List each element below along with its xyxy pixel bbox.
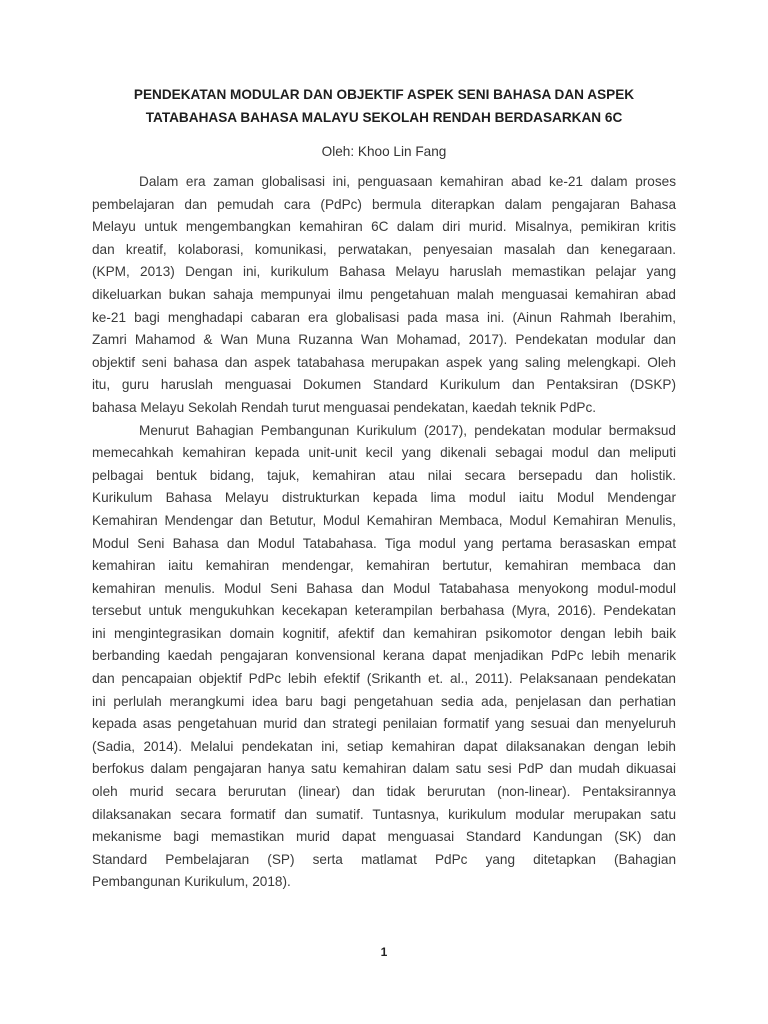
paragraph-1 [92,171,676,420]
paragraph-line: dikeluarkan bukan sahaja mempunyai ilmu pengetahuan malah menguasai kemahiran abad [92,286,676,302]
paragraph-line: berbanding kaedah pengajaran konvensional kerana dapat menjadikan PdPc lebih menarik [92,648,676,664]
paragraph-line: Pembangunan Kurikulum, 2018). [92,874,291,890]
document-title [90,83,678,128]
paragraph-line: memecahkah kemahiran kepada unit-unit kecil yang dikenali sebagai modul dan meliputi [92,445,676,461]
paragraph-line: mekanisme bagi memastikan murid dapat menguasai Standard Kandungan (SK) dan [92,829,676,845]
paragraph-line: (KPM, 2013) Dengan ini, kurikulum Bahasa Melayu haruslah memastikan pelajar yang [92,264,676,280]
paragraph-line: Modul Seni Bahasa dan Modul Tatabahasa. Tiga modul yang pertama berasaskan empat [92,535,676,551]
paragraph-line: dan kreatif, kolaborasi, komunikasi, perwatakan, penyesaian masalah dan kenegaraan. [92,241,676,257]
paragraph-line: kemahiran menulis. Modul Seni Bahasa dan Modul Tatabahasa menyokong modul-modul [92,580,676,596]
paragraph-line: Standard Pembelajaran (SP) serta matlamat PdPc yang ditetapkan (Bahagian [92,851,676,867]
paragraph-line: oleh murid secara berurutan (linear) dan tidak berurutan (non-linear). Pentaksirannya [92,784,676,800]
paragraph-line: Dalam era zaman globalisasi ini, penguasaan kemahiran abad ke-21 dalam proses [139,174,676,189]
paragraph-line: dilaksanakan secara formatif dan sumatif. Tuntasnya, kurikulum modular merupakan satu [92,806,676,822]
paragraph-line: Menurut Bahagian Pembangunan Kurikulum (2017), pendekatan modular bermaksud [139,422,676,438]
paragraph-line: objektif seni bahasa dan aspek tatabahasa merupakan aspek yang saling melengkapi. Oleh [92,354,676,370]
document-body [92,171,676,894]
paragraph-line: tersebut untuk mengukuhkan kecekapan keterampilan berbahasa (Myra, 2016). Pendekatan [92,603,676,619]
title-line-2: TATABAHASA BAHASA MALAYU SEKOLAH RENDAH BERDASARKAN 6C [145,109,623,125]
author-byline: Oleh: Khoo Lin Fang [321,144,447,159]
paragraph-line: pelbagai bentuk bidang, tajuk, kemahiran atau nilai secara bersepadu dan holistik. [92,467,676,483]
paragraph-line: berfokus dalam pengajaran hanya satu kemahiran dalam satu sesi PdP dan mudah dikuasai [92,761,676,777]
paragraph-line: kemahiran iaitu kemahiran mendengar, kemahiran bertutur, kemahiran membaca dan [92,558,676,574]
paragraph-line: itu, guru haruslah menguasai Dokumen Standard Kurikulum dan Pentaksiran (DSKP) [92,377,676,393]
paragraph-line: ini perlulah merangkumi idea baru bagi pengetahuan sedia ada, penjelasan dan perhatian [92,693,676,709]
paragraph-line: ini mengintegrasikan domain kognitif, afektif dan kemahiran psikomotor dengan lebih baik [92,625,676,641]
paragraph-line: bahasa Melayu Sekolah Rendah turut menguasai pendekatan, kaedah teknik PdPc. [92,399,597,415]
paragraph-line: ke-21 bagi menghadapi cabaran era globalisasi pada masa ini. (Ainun Rahmah Iberahim, [92,309,676,325]
paragraph-line: (Sadia, 2014). Melalui pendekatan ini, setiap kemahiran dapat dilaksanakan dengan lebih [92,738,676,754]
paragraph-line: Kemahiran Mendengar dan Betutur, Modul Kemahiran Membaca, Modul Kemahiran Menulis, [92,512,676,528]
paragraph-line: Zamri Mahamod & Wan Muna Ruzanna Wan Mohamad, 2017). Pendekatan modular dan [92,332,676,348]
page-number: 1 [380,945,388,959]
paragraph-line: dan pencapaian objektif PdPc lebih efektif (Srikanth et. al., 2011). Pelaksanaan pendekatan [92,671,676,687]
title-line-1: PENDEKATAN MODULAR DAN OBJEKTIF ASPEK SENI BAHASA DAN ASPEK [133,87,635,102]
paragraph-2 [92,420,676,894]
paragraph-line: Melayu untuk mengembangkan kemahiran 6C dalam diri murid. Misalnya, pemikiran kritis [92,219,676,235]
paragraph-line: kepada asas pengetahuan murid dan strategi penilaian formatif yang sesuai dan menyeluruh [92,716,676,732]
paragraph-line: Kurikulum Bahasa Melayu distrukturkan kepada lima modul iaitu Modul Mendengar [92,490,676,506]
paragraph-line: pembelajaran dan pemudah cara (PdPc) bermula diterapkan dalam pengajaran Bahasa [92,196,676,212]
